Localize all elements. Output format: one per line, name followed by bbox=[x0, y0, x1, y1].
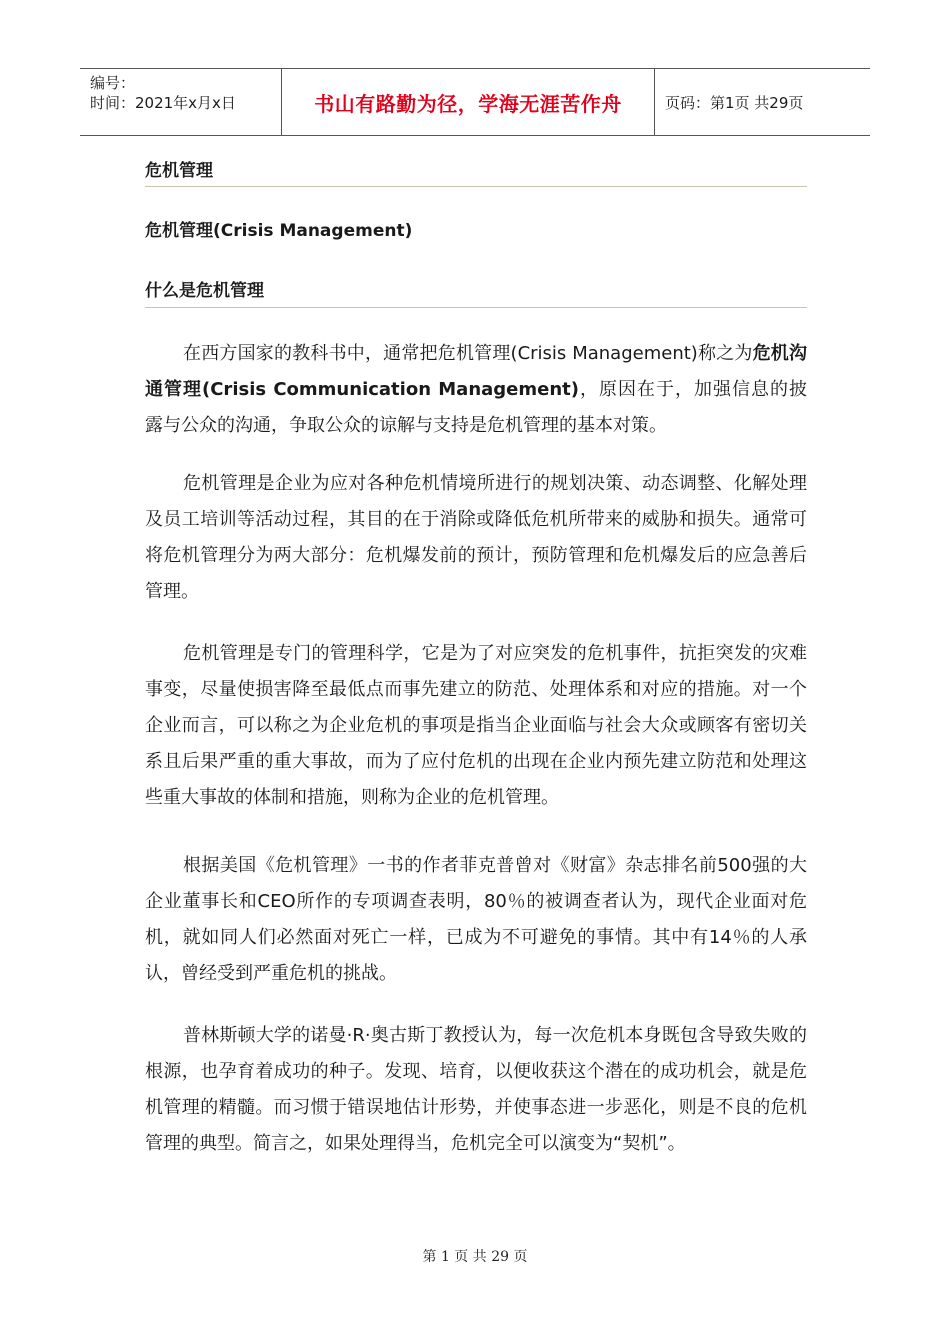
paragraph-1 bbox=[145, 336, 807, 444]
document-subtitle: 危机管理(Crisis Management) bbox=[145, 221, 413, 241]
section-heading-block bbox=[145, 278, 807, 308]
paragraph-5: 普林斯顿大学的诺曼·R·奥古斯丁教授认为，每一次危机本身既包含导致失败的根源，也孕育着成功的种子。发现、培育，以便收获这个潜在的成功机会，就是危机管理的精髓。而习惯于错误地估计形势，并使事态进一步恶化，则是不良的危机管理的典型。简言之，如果处理得当，危机完全可以演变为“契机”。 bbox=[145, 1025, 807, 1154]
document-header bbox=[80, 68, 870, 136]
paragraph-2: 危机管理是企业为应对各种危机情境所进行的规划决策、动态调整、化解处理及员工培训等活动过程，其目的在于消除或降低危机所带来的威胁和损失。通常可将危机管理分为两大部分：危机爆发前的预计，预防管理和危机爆发后的应急善后管理。 bbox=[145, 473, 807, 602]
paragraph-3: 危机管理是专门的管理科学，它是为了对应突发的危机事件，抗拒突发的灾难事变，尽量使损害降至最低点而事先建立的防范、处理体系和对应的措施。对一个企业而言，可以称之为企业危机的事项是指当企业面临与社会大众或顾客有密切关系且后果严重的重大事故，而为了应付危机的出现在企业内预先建立防范和处理这些重大事故的体制和措施，则称为企业的危机管理。 bbox=[145, 643, 807, 808]
subtitle-block bbox=[145, 218, 412, 244]
title-block bbox=[145, 158, 807, 187]
page-footer: 第 1 页 共 29 页 bbox=[422, 1249, 528, 1265]
header-page-info bbox=[655, 69, 870, 135]
header-motto-cell bbox=[282, 69, 655, 135]
serial-label: 编号： bbox=[90, 74, 136, 92]
paragraph-1-text-a: 在西方国家的教科书中，通常把危机管理(Crisis Management)称之为 bbox=[183, 343, 753, 364]
paragraph-1-bold-term: 危机沟通管理(Crisis Communication Management) bbox=[145, 343, 807, 400]
paragraph-4: 根据美国《危机管理》一书的作者菲克普曾对《财富》杂志排名前500强的大企业董事长和CEO所作的专项调查表明，80％的被调查者认为，现代企业面对危机，就如同人们必然面对死亡一样，已成为不可避免的事情。其中有14％的人承认，曾经受到严重危机的挑战。 bbox=[145, 855, 807, 984]
section-heading: 什么是危机管理 bbox=[145, 281, 264, 301]
paragraph-1-text-b: ，原因在于，加强信息的披露与公众的沟通，争取公众的谅解与支持是危机管理的基本对策。 bbox=[145, 379, 807, 436]
motto-text: 书山有路勤为径，学海无涯苦作舟 bbox=[314, 91, 622, 116]
page-info-text: 页码：第1页 共29页 bbox=[665, 93, 804, 112]
document-title: 危机管理 bbox=[145, 161, 213, 181]
header-meta bbox=[80, 69, 282, 135]
date-line: 时间：2021年x月x日 bbox=[90, 94, 236, 112]
